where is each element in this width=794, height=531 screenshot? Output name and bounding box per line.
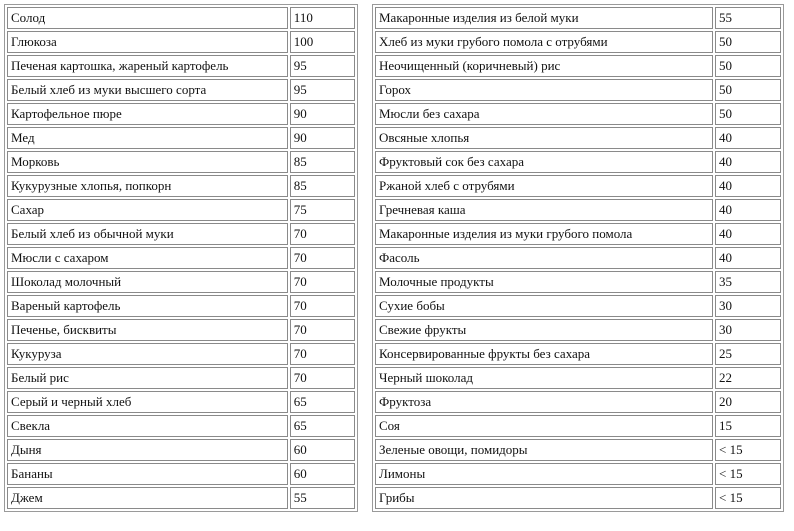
glycemic-index-cell: 95 bbox=[290, 79, 355, 101]
table-row bbox=[7, 439, 355, 461]
table-row bbox=[375, 487, 781, 509]
table-row bbox=[375, 79, 781, 101]
glycemic-index-table-right bbox=[372, 4, 784, 512]
food-name-cell: Фасоль bbox=[375, 247, 713, 269]
table-row bbox=[7, 55, 355, 77]
glycemic-index-cell: 40 bbox=[715, 127, 781, 149]
table-row bbox=[7, 103, 355, 125]
table-row bbox=[375, 415, 781, 437]
glycemic-index-cell: 100 bbox=[290, 31, 355, 53]
food-name-cell: Вареный картофель bbox=[7, 295, 288, 317]
table-row bbox=[7, 175, 355, 197]
food-name-cell: Шоколад молочный bbox=[7, 271, 288, 293]
food-name-cell: Джем bbox=[7, 487, 288, 509]
food-name-cell: Зеленые овощи, помидоры bbox=[375, 439, 713, 461]
glycemic-index-cell: 75 bbox=[290, 199, 355, 221]
table-row bbox=[7, 319, 355, 341]
food-name-cell: Горох bbox=[375, 79, 713, 101]
table-row bbox=[7, 127, 355, 149]
glycemic-index-cell: < 15 bbox=[715, 463, 781, 485]
food-name-cell: Фруктовый сок без сахара bbox=[375, 151, 713, 173]
food-name-cell: Свекла bbox=[7, 415, 288, 437]
food-name-cell: Сухие бобы bbox=[375, 295, 713, 317]
table-row bbox=[375, 31, 781, 53]
glycemic-index-cell: 70 bbox=[290, 223, 355, 245]
food-name-cell: Белый хлеб из обычной муки bbox=[7, 223, 288, 245]
table-row bbox=[375, 127, 781, 149]
food-name-cell: Кукурузные хлопья, попкорн bbox=[7, 175, 288, 197]
glycemic-index-cell: 70 bbox=[290, 271, 355, 293]
glycemic-index-cell: 40 bbox=[715, 223, 781, 245]
glycemic-index-cell: 85 bbox=[290, 175, 355, 197]
glycemic-index-cell: 30 bbox=[715, 319, 781, 341]
glycemic-index-cell: 110 bbox=[290, 7, 355, 29]
glycemic-index-cell: 55 bbox=[715, 7, 781, 29]
table-row bbox=[375, 319, 781, 341]
table-row bbox=[375, 175, 781, 197]
food-name-cell: Гречневая каша bbox=[375, 199, 713, 221]
food-name-cell: Морковь bbox=[7, 151, 288, 173]
food-name-cell: Солод bbox=[7, 7, 288, 29]
glycemic-index-cell: 60 bbox=[290, 463, 355, 485]
food-name-cell: Серый и черный хлеб bbox=[7, 391, 288, 413]
glycemic-index-cell: 65 bbox=[290, 391, 355, 413]
table-row bbox=[7, 295, 355, 317]
table-row bbox=[375, 295, 781, 317]
table-row bbox=[375, 247, 781, 269]
glycemic-index-cell: 85 bbox=[290, 151, 355, 173]
glycemic-index-cell: 70 bbox=[290, 343, 355, 365]
table-row bbox=[7, 271, 355, 293]
table-row bbox=[7, 151, 355, 173]
food-name-cell: Соя bbox=[375, 415, 713, 437]
table-row bbox=[7, 463, 355, 485]
table-row bbox=[7, 223, 355, 245]
glycemic-index-table-left bbox=[4, 4, 358, 512]
food-name-cell: Свежие фрукты bbox=[375, 319, 713, 341]
table-row bbox=[7, 7, 355, 29]
table-row bbox=[7, 79, 355, 101]
food-name-cell: Глюкоза bbox=[7, 31, 288, 53]
table-row bbox=[375, 7, 781, 29]
table-row bbox=[375, 199, 781, 221]
food-name-cell: Печеная картошка, жареный картофель bbox=[7, 55, 288, 77]
glycemic-index-cell: 50 bbox=[715, 55, 781, 77]
glycemic-index-cell: 60 bbox=[290, 439, 355, 461]
glycemic-index-cell: 70 bbox=[290, 247, 355, 269]
table-row bbox=[375, 391, 781, 413]
table-row bbox=[375, 463, 781, 485]
food-name-cell: Консервированные фрукты без сахара bbox=[375, 343, 713, 365]
table-row bbox=[375, 55, 781, 77]
glycemic-index-cell: 35 bbox=[715, 271, 781, 293]
glycemic-index-cell: 65 bbox=[290, 415, 355, 437]
food-name-cell: Лимоны bbox=[375, 463, 713, 485]
glycemic-index-cell: 25 bbox=[715, 343, 781, 365]
table-row bbox=[375, 343, 781, 365]
glycemic-index-cell: 90 bbox=[290, 103, 355, 125]
food-name-cell: Печенье, бисквиты bbox=[7, 319, 288, 341]
table-row bbox=[7, 415, 355, 437]
glycemic-index-cell: 95 bbox=[290, 55, 355, 77]
table-row bbox=[7, 343, 355, 365]
food-name-cell: Бананы bbox=[7, 463, 288, 485]
table-right-body bbox=[375, 7, 781, 509]
table-row bbox=[375, 271, 781, 293]
food-name-cell: Мюсли с сахаром bbox=[7, 247, 288, 269]
glycemic-index-cell: 50 bbox=[715, 79, 781, 101]
glycemic-index-cell: 22 bbox=[715, 367, 781, 389]
food-name-cell: Макаронные изделия из белой муки bbox=[375, 7, 713, 29]
glycemic-index-cell: 15 bbox=[715, 415, 781, 437]
food-name-cell: Неочищенный (коричневый) рис bbox=[375, 55, 713, 77]
food-name-cell: Молочные продукты bbox=[375, 271, 713, 293]
table-row bbox=[375, 439, 781, 461]
table-row bbox=[7, 391, 355, 413]
food-name-cell: Фруктоза bbox=[375, 391, 713, 413]
glycemic-index-cell: 40 bbox=[715, 247, 781, 269]
glycemic-index-cell: < 15 bbox=[715, 439, 781, 461]
table-row bbox=[7, 31, 355, 53]
glycemic-index-cell: 40 bbox=[715, 199, 781, 221]
glycemic-index-cell: < 15 bbox=[715, 487, 781, 509]
glycemic-index-cell: 55 bbox=[290, 487, 355, 509]
glycemic-index-cell: 70 bbox=[290, 319, 355, 341]
food-name-cell: Белый хлеб из муки высшего сорта bbox=[7, 79, 288, 101]
food-name-cell: Сахар bbox=[7, 199, 288, 221]
food-name-cell: Картофельное пюре bbox=[7, 103, 288, 125]
table-row bbox=[375, 103, 781, 125]
food-name-cell: Мюсли без сахара bbox=[375, 103, 713, 125]
glycemic-index-cell: 30 bbox=[715, 295, 781, 317]
food-name-cell: Хлеб из муки грубого помола с отрубями bbox=[375, 31, 713, 53]
glycemic-index-cell: 90 bbox=[290, 127, 355, 149]
table-row bbox=[7, 487, 355, 509]
food-name-cell: Черный шоколад bbox=[375, 367, 713, 389]
table-row bbox=[375, 367, 781, 389]
glycemic-index-cell: 50 bbox=[715, 31, 781, 53]
table-row bbox=[7, 367, 355, 389]
glycemic-index-cell: 50 bbox=[715, 103, 781, 125]
glycemic-index-cell: 20 bbox=[715, 391, 781, 413]
table-row bbox=[375, 151, 781, 173]
table-row bbox=[7, 199, 355, 221]
food-name-cell: Кукуруза bbox=[7, 343, 288, 365]
food-name-cell: Белый рис bbox=[7, 367, 288, 389]
table-left-body bbox=[7, 7, 355, 509]
food-name-cell: Дыня bbox=[7, 439, 288, 461]
food-name-cell: Макаронные изделия из муки грубого помола bbox=[375, 223, 713, 245]
glycemic-index-cell: 40 bbox=[715, 151, 781, 173]
glycemic-index-cell: 40 bbox=[715, 175, 781, 197]
glycemic-index-cell: 70 bbox=[290, 367, 355, 389]
glycemic-index-cell: 70 bbox=[290, 295, 355, 317]
food-name-cell: Грибы bbox=[375, 487, 713, 509]
food-name-cell: Ржаной хлеб с отрубями bbox=[375, 175, 713, 197]
table-row bbox=[7, 247, 355, 269]
table-row bbox=[375, 223, 781, 245]
food-name-cell: Мед bbox=[7, 127, 288, 149]
food-name-cell: Овсяные хлопья bbox=[375, 127, 713, 149]
